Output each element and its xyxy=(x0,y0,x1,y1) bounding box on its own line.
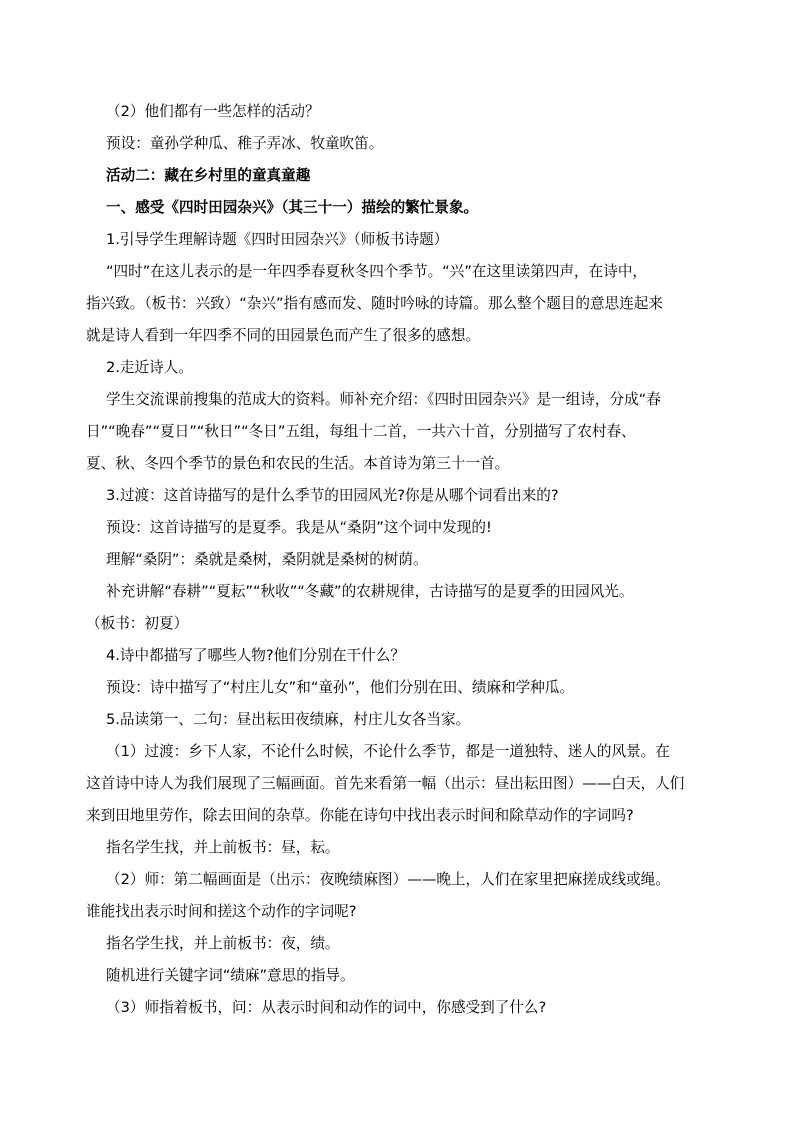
paragraph-line: 补充讲解“春耕”“夏耘”“秋收”“冬藏”的农耕规律，古诗描写的是夏季的田园风光。 xyxy=(106,583,634,600)
step-3: 3.过渡：这首诗描写的是什么季节的田园风光?你是从哪个词看出来的? xyxy=(106,487,559,504)
paragraph-line: 日”“晚春”“夏日”“秋日”“冬日”五组，每组十二首，一共六十首，分别描写了农村春、 xyxy=(86,423,636,440)
paragraph-line: （1）过渡：乡下人家，不论什么时候，不论什么季节，都是一道独特、迷人的风景。在 xyxy=(106,743,670,760)
paragraph-line: 理解“桑阴”：桑就是桑树，桑阴就是桑树的树荫。 xyxy=(106,551,428,568)
step-4: 4.诗中都描写了哪些人物?他们分别在干什么？ xyxy=(106,647,405,664)
paragraph-line: 这首诗中诗人为我们展现了三幅画面。首先来看第一幅（出示：昼出耘田图）——白天，人们 xyxy=(86,775,685,792)
paragraph-line: （2）师：第二幅画面是（出示：夜晚绩麻图）——晚上，人们在家里把麻搓成线或绳。 xyxy=(106,871,670,888)
step-5: 5.品读第一、二句：昼出耘田夜绩麻，村庄儿女各当家。 xyxy=(106,711,471,728)
preset-answer: 预设：诗中描写了“村庄儿女”和“童孙”，他们分别在田、绩麻和学种瓜。 xyxy=(106,679,575,696)
paragraph-line: 学生交流课前搜集的范成大的资料。师补充介绍：《四时田园杂兴》是一组诗，分成“春 xyxy=(106,391,661,408)
section-heading: 一、感受《四时田园杂兴》（其三十一）描绘的繁忙景象。 xyxy=(106,199,479,216)
paragraph-line: （3）师指着板书，问：从表示时间和动作的词中，你感受到了什么? xyxy=(106,999,547,1016)
paragraph-line: “四时”在这儿表示的是一年四季春夏秋冬四个季节。“兴”在这里读第四声，在诗中， xyxy=(106,263,648,280)
paragraph-line: 指名学生找，并上前板书：夜，绩。 xyxy=(106,935,340,952)
paragraph-line: 就是诗人看到一年四季不同的田园景色而产生了很多的感想。 xyxy=(86,327,481,344)
paragraph-line: 来到田地里劳作，除去田间的杂草。你能在诗句中找出表示时间和除草动作的字词吗? xyxy=(86,807,634,824)
step-2: 2.走近诗人。 xyxy=(106,359,193,376)
preset-answer: 预设：这首诗描写的是夏季。我是从“桑阴”这个词中发现的! xyxy=(106,519,492,536)
activity-heading: 活动二：藏在乡村里的童真童趣 xyxy=(106,167,311,184)
preset-answer: 预设：童孙学种瓜、稚子弄冰、牧童吹笛。 xyxy=(106,135,384,152)
paragraph-line: （板书：初夏） xyxy=(86,615,189,632)
paragraph-line: 指兴致。（板书：兴致）“杂兴”指有感而发、随时吟咏的诗篇。那么整个题目的意思连起来 xyxy=(86,295,663,312)
paragraph-line: 夏、秋、冬四个季节的景色和农民的生活。本首诗为第三十一首。 xyxy=(86,455,510,472)
paragraph-line: 谁能找出表示时间和搓这个动作的字词呢? xyxy=(86,903,357,920)
sub-question-2: （2）他们都有一些怎样的活动？ xyxy=(106,103,320,120)
paragraph-line: 随机进行关键字词“绩麻”意思的指导。 xyxy=(106,967,355,984)
step-1: 1.引导学生理解诗题《四时田园杂兴》（师板书诗题） xyxy=(106,231,449,248)
paragraph-line: 指名学生找，并上前板书：昼，耘。 xyxy=(106,839,340,856)
